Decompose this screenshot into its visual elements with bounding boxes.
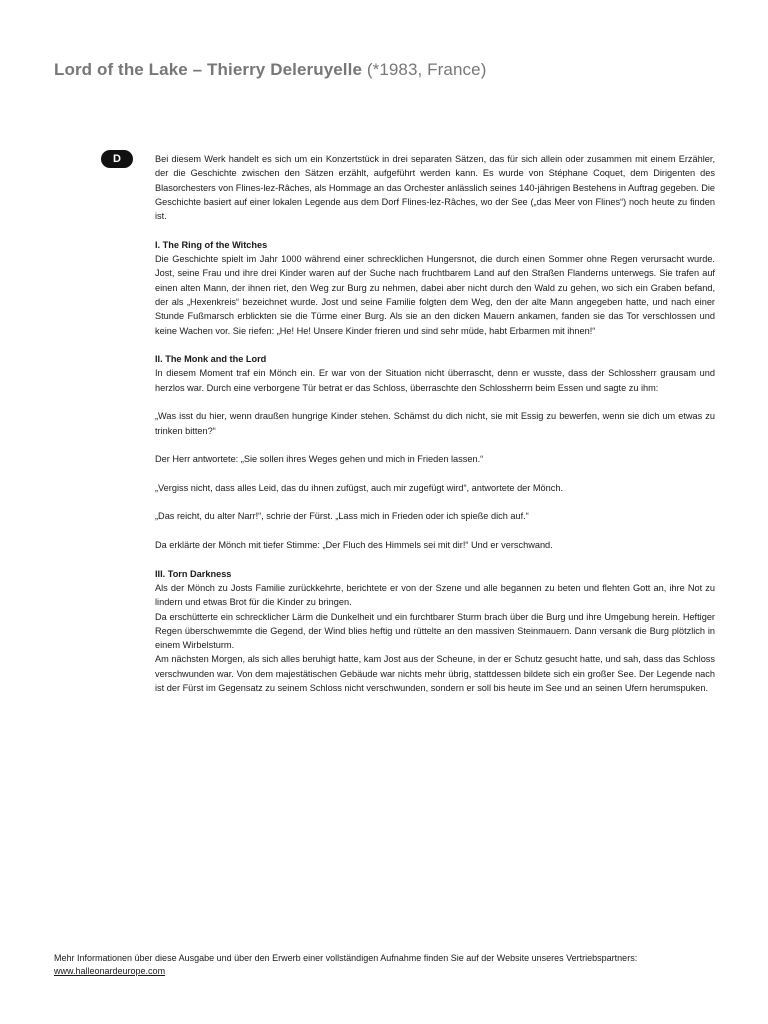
section-3-paragraph-1: Als der Mönch zu Josts Familie zurückkehrte, berichtete er von der Szene und alle begannen zu beten und flehten Gott an, ihre Not zu lindern und etwas Brot für die Kinder zu bringen. <box>155 582 715 608</box>
section-2-text: In diesem Moment traf ein Mönch ein. Er war von der Situation nicht überrascht, denn er wusste, dass der Schlossherr grausam und herzlos war. Durch eine verborgene Tür betrat er das Schloss, überraschte den Schlossherrn beim Essen und sagte zu ihm: <box>155 368 715 393</box>
footer <box>54 952 716 978</box>
page-title <box>54 60 486 80</box>
distributor-link[interactable]: www.halleonardeurope.com <box>54 966 166 976</box>
section-heading-2: II. The Monk and the Lord <box>155 354 267 365</box>
intro-paragraph: Bei diesem Werk handelt es sich um ein Konzertstück in drei separaten Sätzen, das für sich allein oder zusammen mit einem Erzähler, der die Geschichte zwischen den Sätzen erzählt, aufgeführt werden kann. Es wurde von Stéphane Coquet, dem Dirigenten des Blasorchesters von Flines-lez-Râches, als Hommage an das Orchester anlässlich seines 140-jährigen Bestehens in Auftrag gegeben. Die Geschichte basiert auf einer lokalen Legende aus dem Dorf Flines-lez-Râches, wo der See („das Meer von Flines“) noch heute zu finden ist. <box>155 154 715 222</box>
footer-note: Mehr Informationen über diese Ausgabe und über den Erwerb einer vollständigen Aufnahme finden Sie auf der Website unseres Vertriebspartners: <box>54 953 638 963</box>
section-3-paragraph-2: Da erschütterte ein schrecklicher Lärm die Dunkelheit und ein furchtbarer Sturm brach über die Burg und ihre Umgebung herein. Heftiger Regen überschwemmte die Gegend, der Wind blies heftig und rüttelte an den massiven Steinmauern. Dann versank die Burg plötzlich in einem Wirbelsturm. <box>155 611 715 651</box>
dialogue-line-2: Der Herr antwortete: „Sie sollen ihres Weges gehen und mich in Frieden lassen.“ <box>155 454 484 465</box>
dialogue-line-3: „Vergiss nicht, dass alles Leid, das du ihnen zufügst, auch mir zugefügt wird“, antwortete der Mönch. <box>155 482 564 493</box>
section-heading-3: III. Torn Darkness <box>155 568 232 579</box>
text-body <box>155 152 715 695</box>
section-1-text: Die Geschichte spielt im Jahr 1000 während einer schrecklichen Hungersnot, die durch einen Sommer ohne Regen verursacht wurde. Jost, seine Frau und ihre drei Kinder waren auf der Suche nach fruchtbarem Land auf den Straßen Flanderns unterwegs. Sie trafen auf einen alten Mann, der ihnen riet, den Weg zur Burg zu nehmen, dabei aber nicht durch den Wald zu gehen, wo sich ein Graben befand, der als „Hexenkreis“ bezeichnet wurde. Jost und seine Familie folgten dem Weg, den der alte Mann angegeben hatte, und nach einer Stunde Fußmarsch erblickten sie die Türme einer Burg. Als sie an den dicken Mauern ankamen, fanden sie das Tor verschlossen und keine Wachen vor. Sie riefen: „He! He! Unsere Kinder frieren und sind sehr müde, habt Erbarmen mit ihnen!“ <box>155 254 715 336</box>
title-text: Lord of the Lake – Thierry Deleruyelle <box>54 60 363 79</box>
language-badge: D <box>101 150 133 168</box>
composer-meta: (*1983, France) <box>366 60 487 79</box>
dialogue-line-4: „Das reicht, du alter Narr!“, schrie der Fürst. „Lass mich in Frieden oder ich spieße dich auf.“ <box>155 511 529 522</box>
dialogue-line-5: Da erklärte der Mönch mit tiefer Stimme: „Der Fluch des Himmels sei mit dir!“ Und er verschwand. <box>155 540 553 551</box>
dialogue-line-1: „Was isst du hier, wenn draußen hungrige Kinder stehen. Schämst du dich nicht, sie mit Essig zu bewerfen, wenn sie dich um etwas zu trinken bitten?“ <box>155 411 715 436</box>
section-heading-1: I. The Ring of the Witches <box>155 239 268 250</box>
section-3-paragraph-3: Am nächsten Morgen, als sich alles beruhigt hatte, kam Jost aus der Scheune, in der er Schutz gesucht hatte, und sah, dass das Schloss verschwunden war. Von dem majestätischen Gebäude war nichts mehr übrig, stattdessen bildete sich ein großer See. Der Legende nach ist der Fürst im Gegensatz zu seinem Schloss nicht verschwunden, sondern er soll bis heute im See und an seinen Ufern herumspuken. <box>155 654 715 693</box>
